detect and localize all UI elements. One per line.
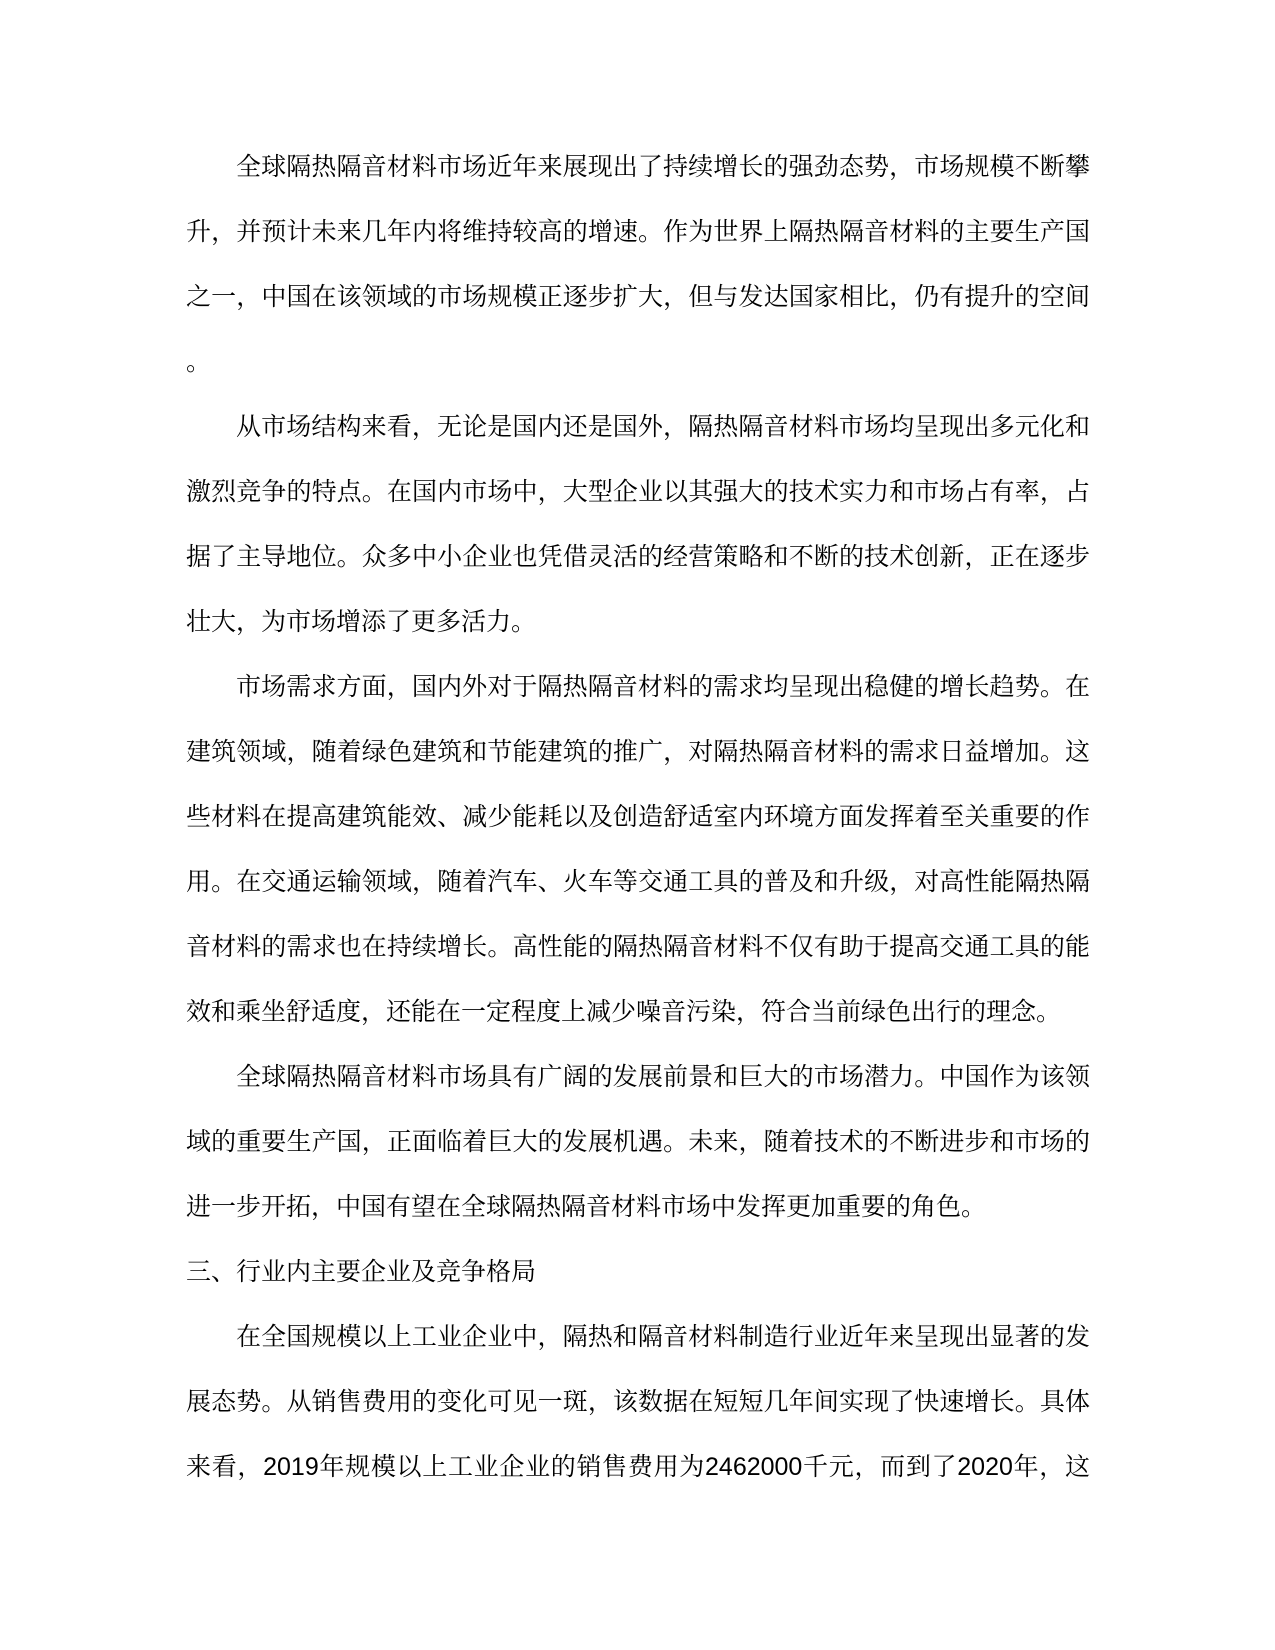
text-line: 升，并预计未来几年内将维持较高的增速。作为世界上隔热隔音材料的主要生产国	[186, 218, 1090, 246]
heading-line: 三、行业内主要企业及竞争格局	[186, 1258, 537, 1286]
paragraph	[186, 655, 1090, 1045]
text-line: 些材料在提高建筑能效、减少能耗以及创造舒适室内环境方面发挥着至关重要的作	[186, 803, 1090, 831]
text-line: 进一步开拓，中国有望在全球隔热隔音材料市场中发挥更加重要的角色。	[186, 1193, 987, 1221]
text-line: 全球隔热隔音材料市场近年来展现出了持续增长的强劲态势，市场规模不断攀	[236, 153, 1090, 181]
text-line: 激烈竞争的特点。在国内市场中，大型企业以其强大的技术实力和市场占有率，占	[186, 478, 1090, 506]
text-line: 据了主导地位。众多中小企业也凭借灵活的经营策略和不断的技术创新，正在逐步	[186, 543, 1090, 571]
text-line: 从市场结构来看，无论是国内还是国外，隔热隔音材料市场均呈现出多元化和	[236, 413, 1090, 441]
paragraph	[186, 1045, 1090, 1240]
text-line: 展态势。从销售费用的变化可见一斑，该数据在短短几年间实现了快速增长。具体	[186, 1388, 1090, 1416]
paragraph	[186, 1305, 1090, 1500]
text-line: 域的重要生产国，正面临着巨大的发展机遇。未来，随着技术的不断进步和市场的	[186, 1128, 1090, 1156]
text-line: 用。在交通运输领域，随着汽车、火车等交通工具的普及和升级，对高性能隔热隔	[186, 868, 1090, 896]
text-line: 建筑领域，随着绿色建筑和节能建筑的推广，对隔热隔音材料的需求日益增加。这	[186, 738, 1090, 766]
text-line: 壮大，为市场增添了更多活力。	[186, 608, 537, 636]
text-line: 来看，2019年规模以上工业企业的销售费用为2462000千元，而到了2020年，这	[186, 1453, 1090, 1481]
paragraph	[186, 135, 1090, 395]
text-line: 全球隔热隔音材料市场具有广阔的发展前景和巨大的市场潜力。中国作为该领	[236, 1063, 1090, 1091]
document-text	[186, 135, 1090, 1500]
section-heading	[186, 1240, 1090, 1305]
text-line: 效和乘坐舒适度，还能在一定程度上减少噪音污染，符合当前绿色出行的理念。	[186, 998, 1062, 1026]
text-line: 之一，中国在该领域的市场规模正逐步扩大，但与发达国家相比，仍有提升的空间	[186, 283, 1090, 311]
text-line: 在全国规模以上工业企业中，隔热和隔音材料制造行业近年来呈现出显著的发	[236, 1323, 1090, 1351]
paragraph	[186, 395, 1090, 655]
text-line: 市场需求方面，国内外对于隔热隔音材料的需求均呈现出稳健的增长趋势。在	[236, 673, 1090, 701]
text-line: 。	[186, 348, 212, 376]
text-line: 音材料的需求也在持续增长。高性能的隔热隔音材料不仅有助于提高交通工具的能	[186, 933, 1090, 961]
